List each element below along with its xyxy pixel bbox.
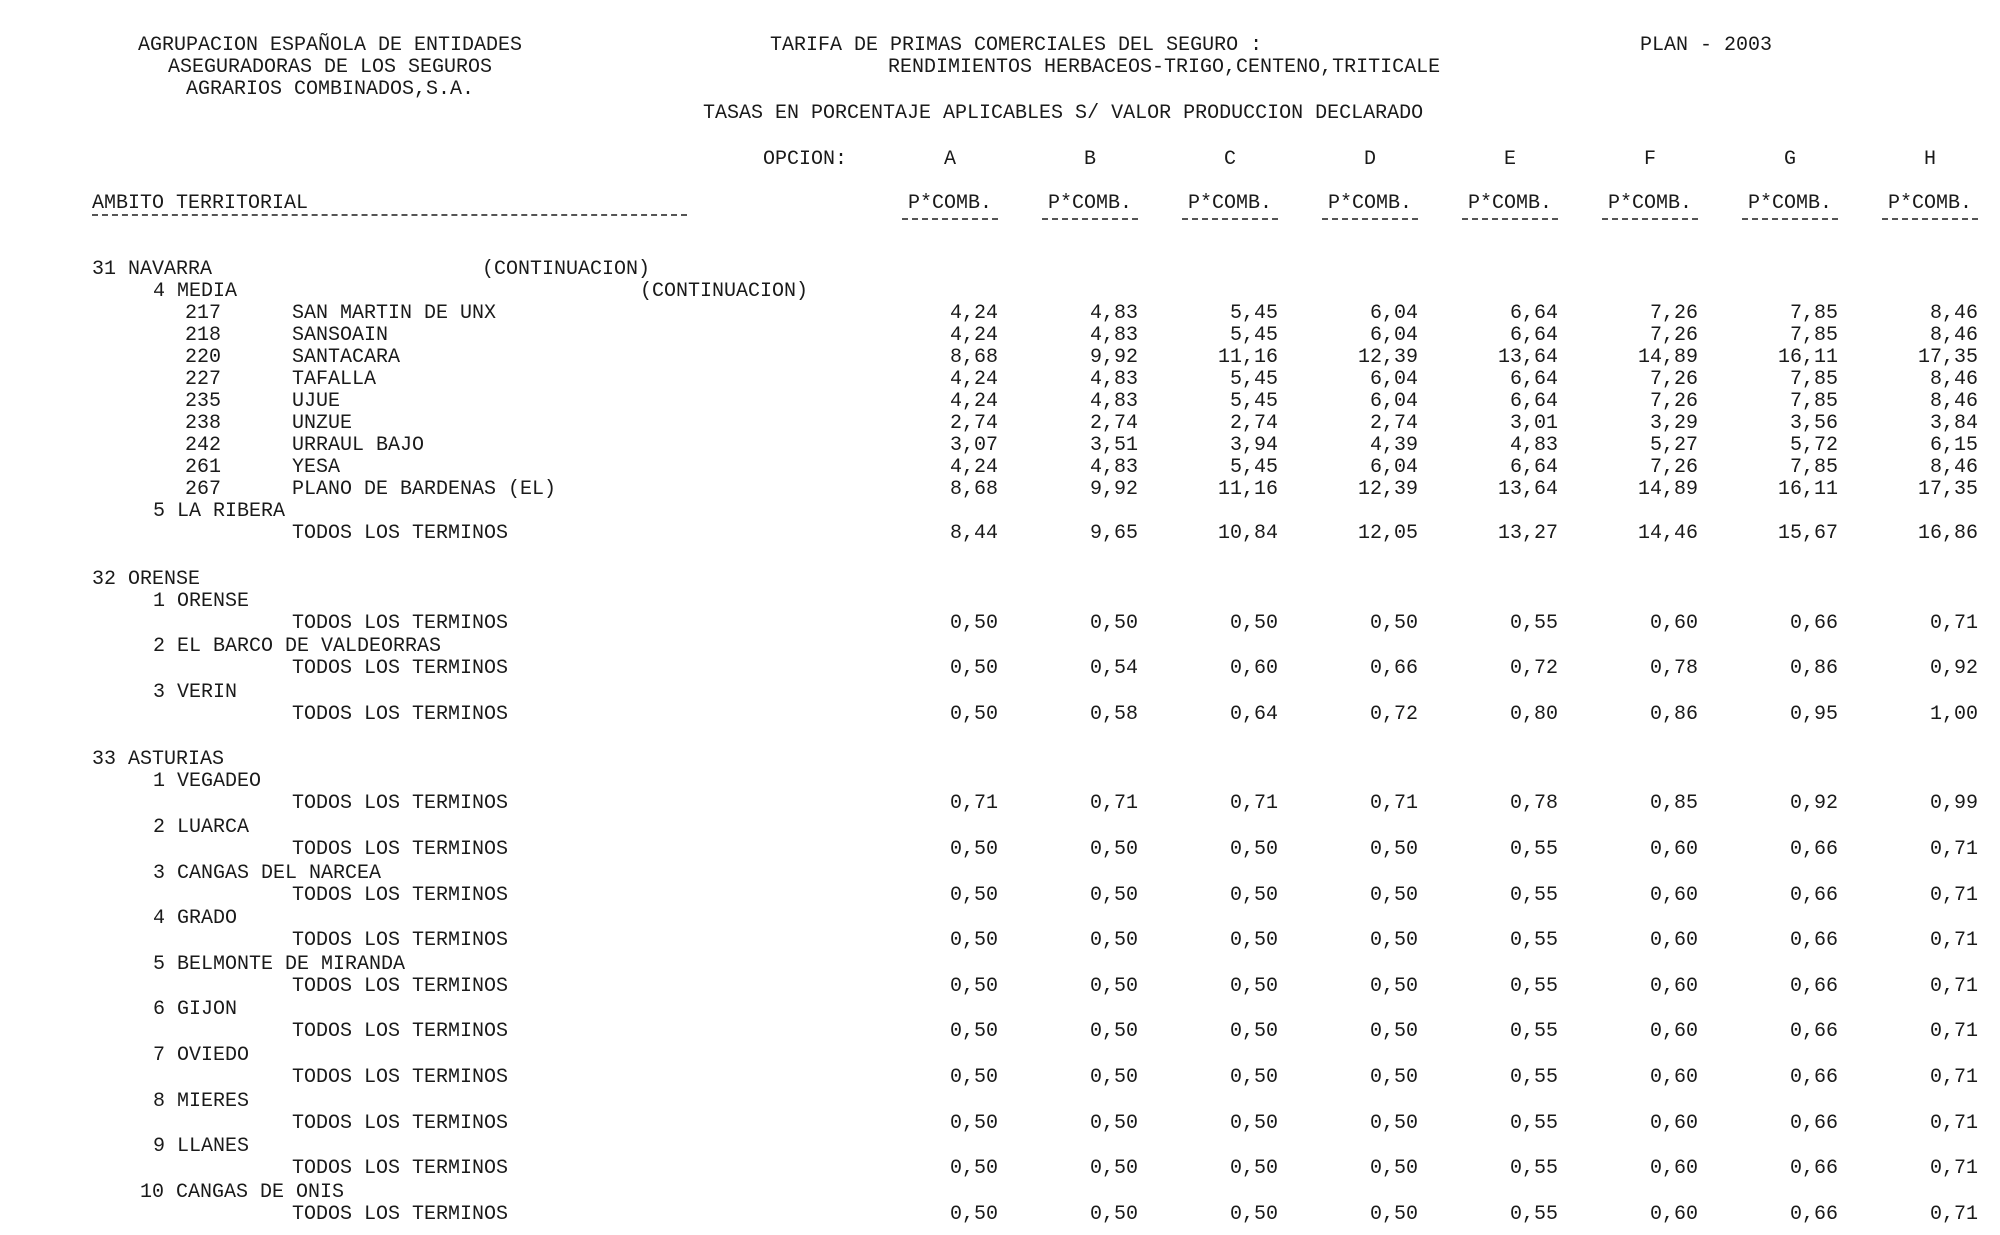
- rate-cell: 2,74: [1089, 412, 1138, 435]
- rate-cell: 0,55: [1509, 974, 1558, 998]
- rate-cell: 17,35: [1917, 346, 1978, 369]
- rate-cell: 3,07: [949, 434, 998, 457]
- rate-cell: 5,45: [1229, 456, 1278, 479]
- column-header: P*COMB.: [1047, 192, 1132, 215]
- rate-cell: 0,50: [1229, 883, 1278, 907]
- rate-cell: 0,50: [1369, 929, 1418, 953]
- rate-cell: 0,60: [1649, 974, 1698, 998]
- org-line-2: ASEGURADORAS DE LOS SEGUROS: [167, 56, 493, 79]
- rate-cell: 0,50: [949, 1020, 998, 1044]
- ambito-label: AMBITO TERRITORIAL: [92, 192, 309, 215]
- rate-cell: 0,55: [1509, 1066, 1558, 1089]
- rate-cell: 8,46: [1929, 368, 1978, 391]
- rate-cell: 0,72: [1509, 657, 1558, 681]
- rate-cell: 0,50: [1229, 611, 1278, 635]
- rate-cell: 4,83: [1509, 434, 1558, 457]
- rate-cell: 13,64: [1497, 478, 1558, 501]
- rate-cell: 16,11: [1777, 478, 1838, 501]
- rate-cell: 0,55: [1509, 1020, 1558, 1044]
- rate-cell: 0,71: [1929, 1202, 1978, 1226]
- rate-cell: 14,46: [1637, 522, 1698, 545]
- comarca-heading: 3 CANGAS DEL NARCEA: [153, 861, 382, 885]
- rate-cell: 0,50: [1229, 1111, 1278, 1135]
- rate-cell: 0,50: [949, 929, 998, 953]
- rate-cell: 0,60: [1649, 929, 1698, 953]
- comarca-heading: 1 ORENSE: [153, 589, 250, 613]
- rate-cell: 8,68: [949, 346, 998, 369]
- municipality-name: PLANO DE BARDENAS (EL): [292, 478, 557, 501]
- municipality-name: TAFALLA: [292, 368, 377, 391]
- rate-cell: 0,50: [1089, 611, 1138, 635]
- rate-cell: 0,55: [1509, 611, 1558, 635]
- rate-cell: 2,74: [1229, 412, 1278, 435]
- rate-cell: 8,68: [949, 478, 998, 501]
- comarca-heading: 2 LUARCA: [153, 816, 250, 839]
- rate-cell: 4,83: [1089, 324, 1138, 347]
- rate-cell: 0,50: [1369, 838, 1418, 861]
- todos-terminos-label: TODOS LOS TERMINOS: [292, 522, 509, 545]
- rate-cell: 2,74: [1369, 412, 1418, 435]
- rate-cell: 5,45: [1229, 324, 1278, 347]
- rate-cell: 0,55: [1509, 929, 1558, 953]
- rate-cell: 8,46: [1929, 456, 1978, 479]
- rate-cell: 0,64: [1229, 702, 1278, 726]
- comarca-heading: 9 LLANES: [153, 1135, 250, 1159]
- rate-cell: 0,86: [1649, 702, 1698, 726]
- continuation-note: (CONTINUACION): [640, 280, 809, 303]
- rate-cell: 9,92: [1089, 346, 1138, 369]
- rate-cell: 0,60: [1649, 1111, 1698, 1135]
- org-line-3: AGRARIOS COMBINADOS,S.A.: [185, 78, 475, 101]
- todos-terminos-label: TODOS LOS TERMINOS: [292, 792, 509, 816]
- rate-cell: 0,50: [1369, 1020, 1418, 1044]
- rate-cell: 0,50: [949, 702, 998, 726]
- todos-terminos-label: TODOS LOS TERMINOS: [292, 1157, 509, 1181]
- rate-cell: 0,95: [1789, 702, 1838, 726]
- rate-cell: 0,71: [1929, 1157, 1978, 1181]
- rate-cell: 1,00: [1929, 702, 1978, 726]
- option-letter: C: [1223, 148, 1236, 171]
- rate-cell: 0,71: [1929, 1111, 1978, 1135]
- comarca-heading: 5 LA RIBERA: [153, 500, 286, 523]
- rate-cell: 0,50: [1369, 1066, 1418, 1089]
- option-letter: G: [1783, 148, 1796, 171]
- rate-cell: 0,92: [1929, 657, 1978, 681]
- rate-cell: 0,50: [1229, 929, 1278, 953]
- municipality-name: UJUE: [292, 390, 341, 413]
- rate-cell: 0,60: [1229, 657, 1278, 681]
- rate-cell: 5,27: [1649, 434, 1698, 457]
- column-underline: [1182, 218, 1278, 220]
- rate-cell: 0,54: [1089, 657, 1138, 681]
- rate-cell: 0,60: [1649, 611, 1698, 635]
- column-header: P*COMB.: [1607, 192, 1692, 215]
- todos-terminos-label: TODOS LOS TERMINOS: [292, 1020, 509, 1044]
- rate-cell: 9,65: [1089, 522, 1138, 545]
- todos-terminos-label: TODOS LOS TERMINOS: [292, 1202, 509, 1226]
- rate-cell: 0,50: [1369, 1202, 1418, 1226]
- rate-cell: 4,24: [949, 456, 998, 479]
- rate-cell: 0,71: [1929, 883, 1978, 907]
- rate-cell: 0,50: [949, 1111, 998, 1135]
- rate-cell: 7,85: [1789, 324, 1838, 347]
- rate-cell: 0,66: [1789, 1202, 1838, 1226]
- rate-cell: 0,50: [949, 657, 998, 681]
- comarca-heading: 3 VERIN: [153, 680, 238, 704]
- rate-cell: 0,78: [1509, 792, 1558, 816]
- todos-terminos-label: TODOS LOS TERMINOS: [292, 702, 509, 726]
- rate-cell: 5,45: [1229, 368, 1278, 391]
- rate-cell: 6,04: [1369, 390, 1418, 413]
- option-letter: A: [943, 148, 956, 171]
- todos-terminos-label: TODOS LOS TERMINOS: [292, 974, 509, 998]
- rate-cell: 3,94: [1229, 434, 1278, 457]
- comarca-heading: 4 GRADO: [153, 907, 238, 931]
- rate-cell: 0,66: [1789, 974, 1838, 998]
- column-header: P*COMB.: [1467, 192, 1552, 215]
- municipality-name: SANSOAIN: [292, 324, 389, 347]
- column-header: P*COMB.: [1747, 192, 1832, 215]
- rate-cell: 0,66: [1789, 611, 1838, 635]
- rate-cell: 10,84: [1217, 522, 1278, 545]
- rate-cell: 0,50: [1229, 1157, 1278, 1181]
- rate-cell: 7,26: [1649, 324, 1698, 347]
- rate-cell: 0,71: [1929, 838, 1978, 861]
- rate-cell: 15,67: [1777, 522, 1838, 545]
- todos-terminos-label: TODOS LOS TERMINOS: [292, 1066, 509, 1089]
- rate-cell: 0,60: [1649, 883, 1698, 907]
- municipality-code: 227: [185, 368, 222, 391]
- rate-cell: 0,99: [1929, 792, 1978, 816]
- municipality-name: SANTACARA: [292, 346, 401, 369]
- title-line-1: TARIFA DE PRIMAS COMERCIALES DEL SEGURO :: [770, 34, 1263, 57]
- rate-cell: 0,60: [1649, 1020, 1698, 1044]
- rate-cell: 4,24: [949, 324, 998, 347]
- rate-cell: 6,64: [1509, 324, 1558, 347]
- todos-terminos-label: TODOS LOS TERMINOS: [292, 838, 509, 861]
- rate-cell: 4,24: [949, 302, 998, 325]
- rate-cell: 3,01: [1509, 412, 1558, 435]
- rate-cell: 12,05: [1357, 522, 1418, 545]
- comarca-heading: 10 CANGAS DE ONIS: [140, 1180, 345, 1204]
- rate-cell: 0,71: [1369, 792, 1418, 816]
- rate-cell: 0,50: [1229, 1020, 1278, 1044]
- rate-cell: 0,50: [1089, 1020, 1138, 1044]
- rate-cell: 0,71: [1929, 611, 1978, 635]
- column-underline: [902, 218, 998, 220]
- rate-cell: 13,27: [1497, 522, 1558, 545]
- rate-cell: 11,16: [1217, 346, 1278, 369]
- rate-cell: 7,26: [1649, 390, 1698, 413]
- rate-cell: 0,50: [1369, 611, 1418, 635]
- rate-cell: 0,60: [1649, 1202, 1698, 1226]
- rate-cell: 6,64: [1509, 368, 1558, 391]
- rate-cell: 0,50: [1369, 1157, 1418, 1181]
- municipality-name: YESA: [292, 456, 341, 479]
- province-heading: 32 ORENSE: [92, 567, 201, 591]
- rate-cell: 4,83: [1089, 368, 1138, 391]
- rate-cell: 0,66: [1789, 1020, 1838, 1044]
- rate-cell: 0,71: [1229, 792, 1278, 816]
- rate-cell: 4,24: [949, 390, 998, 413]
- rate-cell: 14,89: [1637, 478, 1698, 501]
- rate-cell: 0,50: [949, 883, 998, 907]
- option-letter: F: [1643, 148, 1656, 171]
- rate-cell: 0,50: [1089, 1202, 1138, 1226]
- rate-cell: 9,92: [1089, 478, 1138, 501]
- todos-terminos-label: TODOS LOS TERMINOS: [292, 929, 509, 953]
- rate-cell: 5,45: [1229, 302, 1278, 325]
- rate-cell: 7,85: [1789, 456, 1838, 479]
- rate-cell: 0,60: [1649, 1157, 1698, 1181]
- rate-cell: 14,89: [1637, 346, 1698, 369]
- rate-cell: 0,55: [1509, 1111, 1558, 1135]
- rate-cell: 0,66: [1369, 657, 1418, 681]
- rate-cell: 0,50: [1089, 1066, 1138, 1089]
- rate-cell: 3,56: [1789, 412, 1838, 435]
- todos-terminos-label: TODOS LOS TERMINOS: [292, 657, 509, 681]
- rate-cell: 0,71: [1929, 1066, 1978, 1089]
- rate-cell: 0,55: [1509, 1157, 1558, 1181]
- municipality-code: 220: [185, 346, 222, 369]
- rate-cell: 6,15: [1929, 434, 1978, 457]
- rate-cell: 0,80: [1509, 702, 1558, 726]
- rate-cell: 6,04: [1369, 302, 1418, 325]
- option-letter: D: [1363, 148, 1376, 171]
- column-underline: [1602, 218, 1698, 220]
- rate-cell: 0,50: [1369, 1111, 1418, 1135]
- rate-cell: 4,83: [1089, 456, 1138, 479]
- rate-cell: 4,83: [1089, 390, 1138, 413]
- rate-cell: 6,04: [1369, 456, 1418, 479]
- rate-cell: 0,50: [1229, 1202, 1278, 1226]
- rate-cell: 0,66: [1789, 838, 1838, 861]
- municipality-code: 217: [185, 302, 222, 325]
- rate-cell: 0,66: [1789, 1157, 1838, 1181]
- rate-cell: 0,66: [1789, 883, 1838, 907]
- municipality-name: UNZUE: [292, 412, 353, 435]
- rate-cell: 0,71: [949, 792, 998, 816]
- option-letter: E: [1503, 148, 1516, 171]
- rate-cell: 3,51: [1089, 434, 1138, 457]
- todos-terminos-label: TODOS LOS TERMINOS: [292, 611, 509, 635]
- comarca-heading: 4 MEDIA: [153, 280, 238, 303]
- rate-cell: 0,71: [1929, 1020, 1978, 1044]
- rate-cell: 0,50: [1089, 929, 1138, 953]
- comarca-heading: 1 VEGADEO: [153, 770, 262, 794]
- rate-cell: 11,16: [1217, 478, 1278, 501]
- rate-cell: 0,78: [1649, 657, 1698, 681]
- subtitle: TASAS EN PORCENTAJE APLICABLES S/ VALOR PRODUCCION DECLARADO: [703, 102, 1424, 125]
- rate-cell: 0,50: [949, 974, 998, 998]
- rate-cell: 0,50: [949, 611, 998, 635]
- comarca-heading: 2 EL BARCO DE VALDEORRAS: [153, 635, 442, 659]
- rate-cell: 6,04: [1369, 324, 1418, 347]
- column-underline: [1322, 218, 1418, 220]
- option-letter: B: [1083, 148, 1096, 171]
- rate-cell: 6,64: [1509, 456, 1558, 479]
- option-letter: H: [1923, 148, 1936, 171]
- rate-cell: 12,39: [1357, 346, 1418, 369]
- rate-cell: 4,24: [949, 368, 998, 391]
- plan-label: PLAN - 2003: [1640, 34, 1773, 57]
- column-header: P*COMB.: [907, 192, 992, 215]
- rate-cell: 0,55: [1509, 838, 1558, 861]
- column-header: P*COMB.: [1327, 192, 1412, 215]
- municipality-name: SAN MARTIN DE UNX: [292, 302, 497, 325]
- rate-cell: 0,92: [1789, 792, 1838, 816]
- province-heading: 33 ASTURIAS: [92, 748, 225, 772]
- rate-cell: 12,39: [1357, 478, 1418, 501]
- rate-cell: 7,26: [1649, 368, 1698, 391]
- comarca-heading: 8 MIERES: [153, 1089, 250, 1113]
- rate-cell: 0,50: [1089, 1111, 1138, 1135]
- rate-cell: 7,26: [1649, 302, 1698, 325]
- rate-cell: 4,83: [1089, 302, 1138, 325]
- rate-cell: 0,66: [1789, 929, 1838, 953]
- rate-cell: 2,74: [949, 412, 998, 435]
- rate-cell: 8,46: [1929, 324, 1978, 347]
- rate-cell: 7,85: [1789, 302, 1838, 325]
- municipality-code: 267: [185, 478, 222, 501]
- continuation-note: (CONTINUACION): [482, 258, 651, 281]
- rate-cell: 0,50: [1229, 974, 1278, 998]
- rate-cell: 0,55: [1509, 1202, 1558, 1226]
- rate-cell: 0,50: [949, 838, 998, 861]
- rate-cell: 0,50: [1229, 1066, 1278, 1089]
- rate-cell: 0,86: [1789, 657, 1838, 681]
- column-underline: [1042, 218, 1138, 220]
- rate-cell: 0,55: [1509, 883, 1558, 907]
- rate-cell: 0,50: [1369, 974, 1418, 998]
- municipality-code: 238: [185, 412, 222, 435]
- column-underline: [1462, 218, 1558, 220]
- opcion-label: OPCION:: [763, 148, 848, 171]
- rate-cell: 0,50: [949, 1157, 998, 1181]
- rate-cell: 0,58: [1089, 702, 1138, 726]
- rate-cell: 8,44: [949, 522, 998, 545]
- municipality-code: 261: [185, 456, 222, 479]
- title-line-2: RENDIMIENTOS HERBACEOS-TRIGO,CENTENO,TRITICALE: [888, 56, 1441, 79]
- ambito-underline: [92, 214, 687, 216]
- rate-cell: 5,72: [1789, 434, 1838, 457]
- rate-cell: 6,64: [1509, 390, 1558, 413]
- rate-cell: 6,64: [1509, 302, 1558, 325]
- rate-cell: 8,46: [1929, 390, 1978, 413]
- rate-cell: 16,11: [1777, 346, 1838, 369]
- municipality-code: 242: [185, 434, 222, 457]
- comarca-heading: 7 OVIEDO: [153, 1044, 250, 1067]
- rate-cell: 17,35: [1917, 478, 1978, 501]
- rate-cell: 0,71: [1089, 792, 1138, 816]
- rate-cell: 8,46: [1929, 302, 1978, 325]
- rate-cell: 0,50: [949, 1066, 998, 1089]
- rate-cell: 0,60: [1649, 1066, 1698, 1089]
- rate-cell: 3,29: [1649, 412, 1698, 435]
- column-underline: [1742, 218, 1838, 220]
- rate-cell: 3,84: [1929, 412, 1978, 435]
- rate-cell: 16,86: [1917, 522, 1978, 545]
- rate-cell: 0,50: [1089, 974, 1138, 998]
- rate-cell: 0,50: [1089, 883, 1138, 907]
- rate-cell: 7,26: [1649, 456, 1698, 479]
- column-header: P*COMB.: [1187, 192, 1272, 215]
- municipality-code: 235: [185, 390, 222, 413]
- rate-cell: 0,66: [1789, 1066, 1838, 1089]
- todos-terminos-label: TODOS LOS TERMINOS: [292, 883, 509, 907]
- rate-cell: 0,50: [1089, 1157, 1138, 1181]
- rate-cell: 6,04: [1369, 368, 1418, 391]
- rate-cell: 5,45: [1229, 390, 1278, 413]
- comarca-heading: 5 BELMONTE DE MIRANDA: [153, 952, 406, 976]
- rate-cell: 7,85: [1789, 368, 1838, 391]
- column-header: P*COMB.: [1887, 192, 1972, 215]
- org-line-1: AGRUPACION ESPAÑOLA DE ENTIDADES: [137, 34, 523, 57]
- rate-cell: 0,71: [1929, 974, 1978, 998]
- rate-cell: 0,50: [1229, 838, 1278, 861]
- rate-cell: 0,66: [1789, 1111, 1838, 1135]
- rate-cell: 13,64: [1497, 346, 1558, 369]
- municipality-name: URRAUL BAJO: [292, 434, 425, 457]
- municipality-code: 218: [185, 324, 222, 347]
- rate-cell: 0,85: [1649, 792, 1698, 816]
- rate-cell: 0,71: [1929, 929, 1978, 953]
- rate-cell: 7,85: [1789, 390, 1838, 413]
- rate-cell: 0,50: [1369, 883, 1418, 907]
- province-heading: 31 NAVARRA: [92, 258, 213, 281]
- rate-cell: 0,50: [949, 1202, 998, 1226]
- rate-cell: 0,72: [1369, 702, 1418, 726]
- comarca-heading: 6 GIJON: [153, 998, 238, 1022]
- rate-cell: 0,50: [1089, 838, 1138, 861]
- rate-cell: 0,60: [1649, 838, 1698, 861]
- rate-cell: 4,39: [1369, 434, 1418, 457]
- column-underline: [1882, 218, 1978, 220]
- todos-terminos-label: TODOS LOS TERMINOS: [292, 1111, 509, 1135]
